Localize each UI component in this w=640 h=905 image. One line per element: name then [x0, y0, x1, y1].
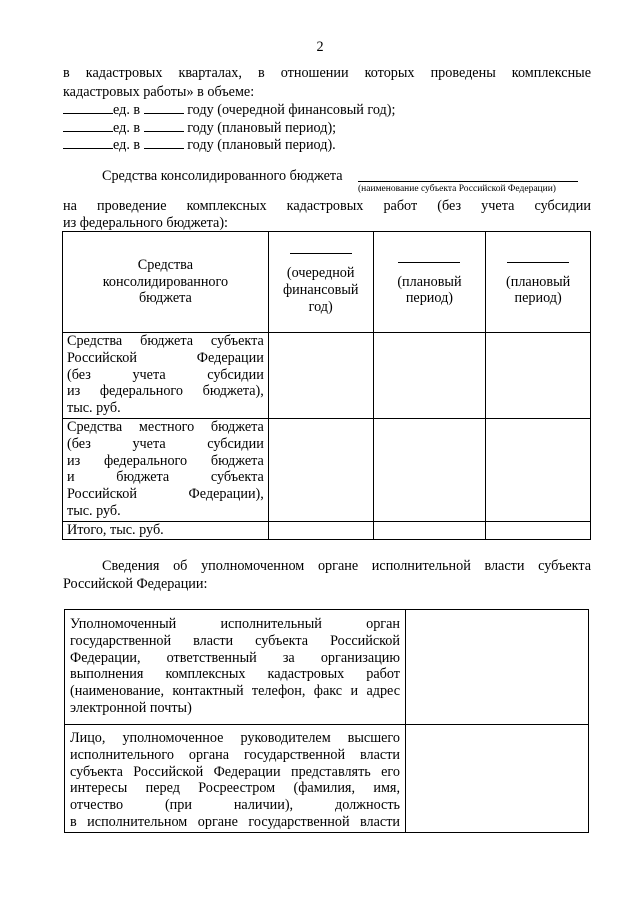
header-text: год)	[308, 298, 333, 315]
header-text: Средства	[137, 256, 193, 273]
page-number: 2	[316, 39, 324, 55]
header-text: (плановый	[506, 273, 571, 290]
value-cell[interactable]	[486, 333, 591, 419]
budget-heading-line-3: из федерального бюджета):	[63, 215, 228, 231]
header-text: период)	[514, 290, 562, 307]
authority-table	[64, 609, 589, 833]
header-text: консолидированного	[102, 273, 229, 290]
table-row-total	[63, 522, 591, 540]
value-cell[interactable]	[373, 419, 486, 522]
row-label-responsible-body: Уполномоченный исполнительный орган государственной власти субъекта Российской Федерации, ответственный за организацию выполнения комплексных кадастровых работ (наименование, контактный телефон, факс и адрес электронной почты)	[65, 610, 406, 725]
year-blank	[398, 262, 460, 263]
volume-year-label: году (очередной финансовый год);	[187, 102, 396, 118]
subject-name-caption: (наименование субъекта Российской Федерации)	[358, 184, 556, 194]
volume-year-label: году (плановый период);	[187, 120, 337, 136]
value-cell[interactable]	[268, 333, 373, 419]
header-text: период)	[405, 290, 454, 307]
table-row	[65, 610, 589, 725]
volume-unit: ед. в	[113, 120, 141, 136]
value-cell[interactable]	[268, 419, 373, 522]
budget-heading-line-2: на проведение комплексных кадастровых работ (без учета субсидии	[63, 198, 591, 214]
row-label-authorized-person: Лицо, уполномоченное руководителем высшего исполнительного органа государственной власти субъекта Российской Федерации представлять его интересы перед Росреестром (фамилия, имя, отчество (при наличии), должность в исполнительном органе государственной власти	[65, 725, 406, 833]
volume-row-3	[63, 135, 336, 155]
authority-heading-line-2: Российской Федерации:	[63, 576, 208, 592]
volume-unit: ед. в	[113, 137, 141, 153]
header-cell-current-year	[268, 232, 373, 333]
value-cell[interactable]	[406, 610, 589, 725]
header-cell-plan-1	[373, 232, 486, 333]
header-text: (очередной	[286, 265, 355, 282]
value-cell[interactable]	[406, 725, 589, 833]
table-row	[63, 333, 591, 419]
header-cell-sources	[63, 232, 269, 333]
year-blank	[507, 262, 569, 263]
header-cell-plan-2	[486, 232, 591, 333]
value-cell[interactable]	[373, 522, 486, 540]
value-cell[interactable]	[486, 419, 591, 522]
value-cell[interactable]	[373, 333, 486, 419]
intro-line-2: кадастровых работы» в объеме:	[63, 84, 255, 100]
value-cell[interactable]	[268, 522, 373, 540]
intro-line-1: в кадастровых кварталах, в отношении которых проведены комплексные	[63, 65, 591, 81]
subject-name-blank	[358, 181, 578, 182]
row-label-regional-budget: Средства бюджета субъекта Российской Федерации (без учета субсидии из федерального бюджета), тыс. руб.	[63, 333, 269, 419]
row-label-total: Итого, тыс. руб.	[63, 522, 269, 540]
authority-heading-line-1: Сведения об уполномоченном органе исполнительной власти субъекта	[102, 558, 591, 574]
table-header-row	[63, 232, 591, 333]
table-row	[63, 419, 591, 522]
year-blank	[290, 253, 352, 254]
budget-table	[62, 231, 591, 540]
table-row	[65, 725, 589, 833]
header-text: (плановый	[397, 273, 462, 290]
header-text: финансовый	[282, 282, 359, 298]
row-label-local-budget: Средства местного бюджета (без учета субсидии из федерального бюджета и бюджета субъекта Российской Федерации), тыс. руб.	[63, 419, 269, 522]
volume-year-label: году (плановый период).	[187, 137, 336, 153]
header-text: бюджета	[138, 290, 192, 307]
volume-unit: ед. в	[113, 102, 141, 118]
budget-heading-label: Средства консолидированного бюджета	[102, 168, 343, 184]
volume-row-1	[63, 100, 395, 120]
value-cell[interactable]	[486, 522, 591, 540]
